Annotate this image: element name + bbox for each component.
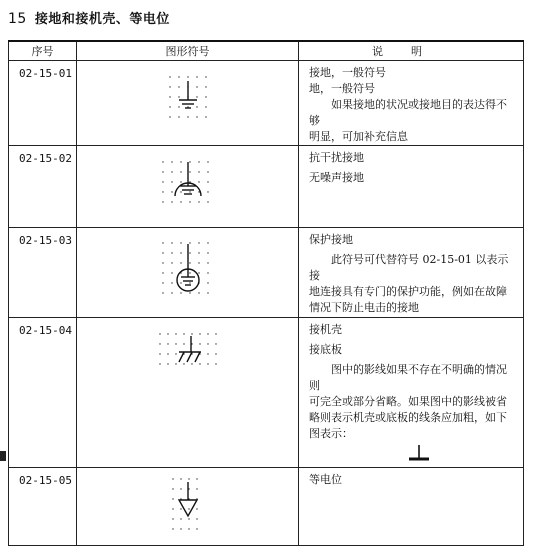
header-graphic: 图形符号	[77, 41, 299, 61]
symbol-description: 抗干扰接地 无噪声接地	[299, 146, 524, 228]
section-title	[8, 8, 170, 27]
symbol-code: 02-15-02	[9, 146, 77, 228]
symbol-code: 02-15-01	[9, 61, 77, 146]
header-explanation: 说明	[299, 41, 524, 61]
earth-general-icon	[158, 67, 218, 123]
symbol-cell	[77, 468, 299, 546]
section-number: 15	[8, 11, 27, 27]
equipotential-icon	[163, 474, 213, 530]
table-row	[9, 61, 524, 146]
protective-earth-icon	[155, 234, 221, 306]
symbol-description: 保护接地 此符号可代替符号 02-15-01 以表示接 地连接具有专门的保护功能，例如在故障 情况下防止电击的接地	[299, 228, 524, 318]
symbol-table	[8, 40, 524, 546]
symbol-code: 02-15-04	[9, 318, 77, 468]
symbol-cell	[77, 61, 299, 146]
table-row	[9, 468, 524, 546]
symbol-description: 等电位	[299, 468, 524, 546]
table-row	[9, 146, 524, 228]
symbol-cell	[77, 146, 299, 228]
table-header-row	[9, 41, 524, 61]
symbol-cell	[77, 318, 299, 468]
noiseless-earth-icon	[155, 152, 221, 212]
symbol-description: 接机壳 接底板 图中的影线如果不存在不明确的情况则 可完全或部分省略。如果图中的影线被省 略则表示机壳或底板的线条应加粗，如下 图表示：	[299, 318, 524, 468]
symbol-cell	[77, 228, 299, 318]
symbol-description: 接地，一般符号 地，一般符号 如果接地的状况或接地目的表达得不够 明显，可加补充信息	[299, 61, 524, 146]
chassis-icon	[155, 324, 221, 376]
margin-marker	[0, 451, 6, 461]
header-code: 序号	[9, 41, 77, 61]
table-row	[9, 318, 524, 468]
section-heading: 接地和接机壳、等电位	[34, 12, 170, 27]
symbol-code: 02-15-05	[9, 468, 77, 546]
thick-chassis-icon	[407, 444, 431, 462]
table-row	[9, 228, 524, 318]
symbol-code: 02-15-03	[9, 228, 77, 318]
